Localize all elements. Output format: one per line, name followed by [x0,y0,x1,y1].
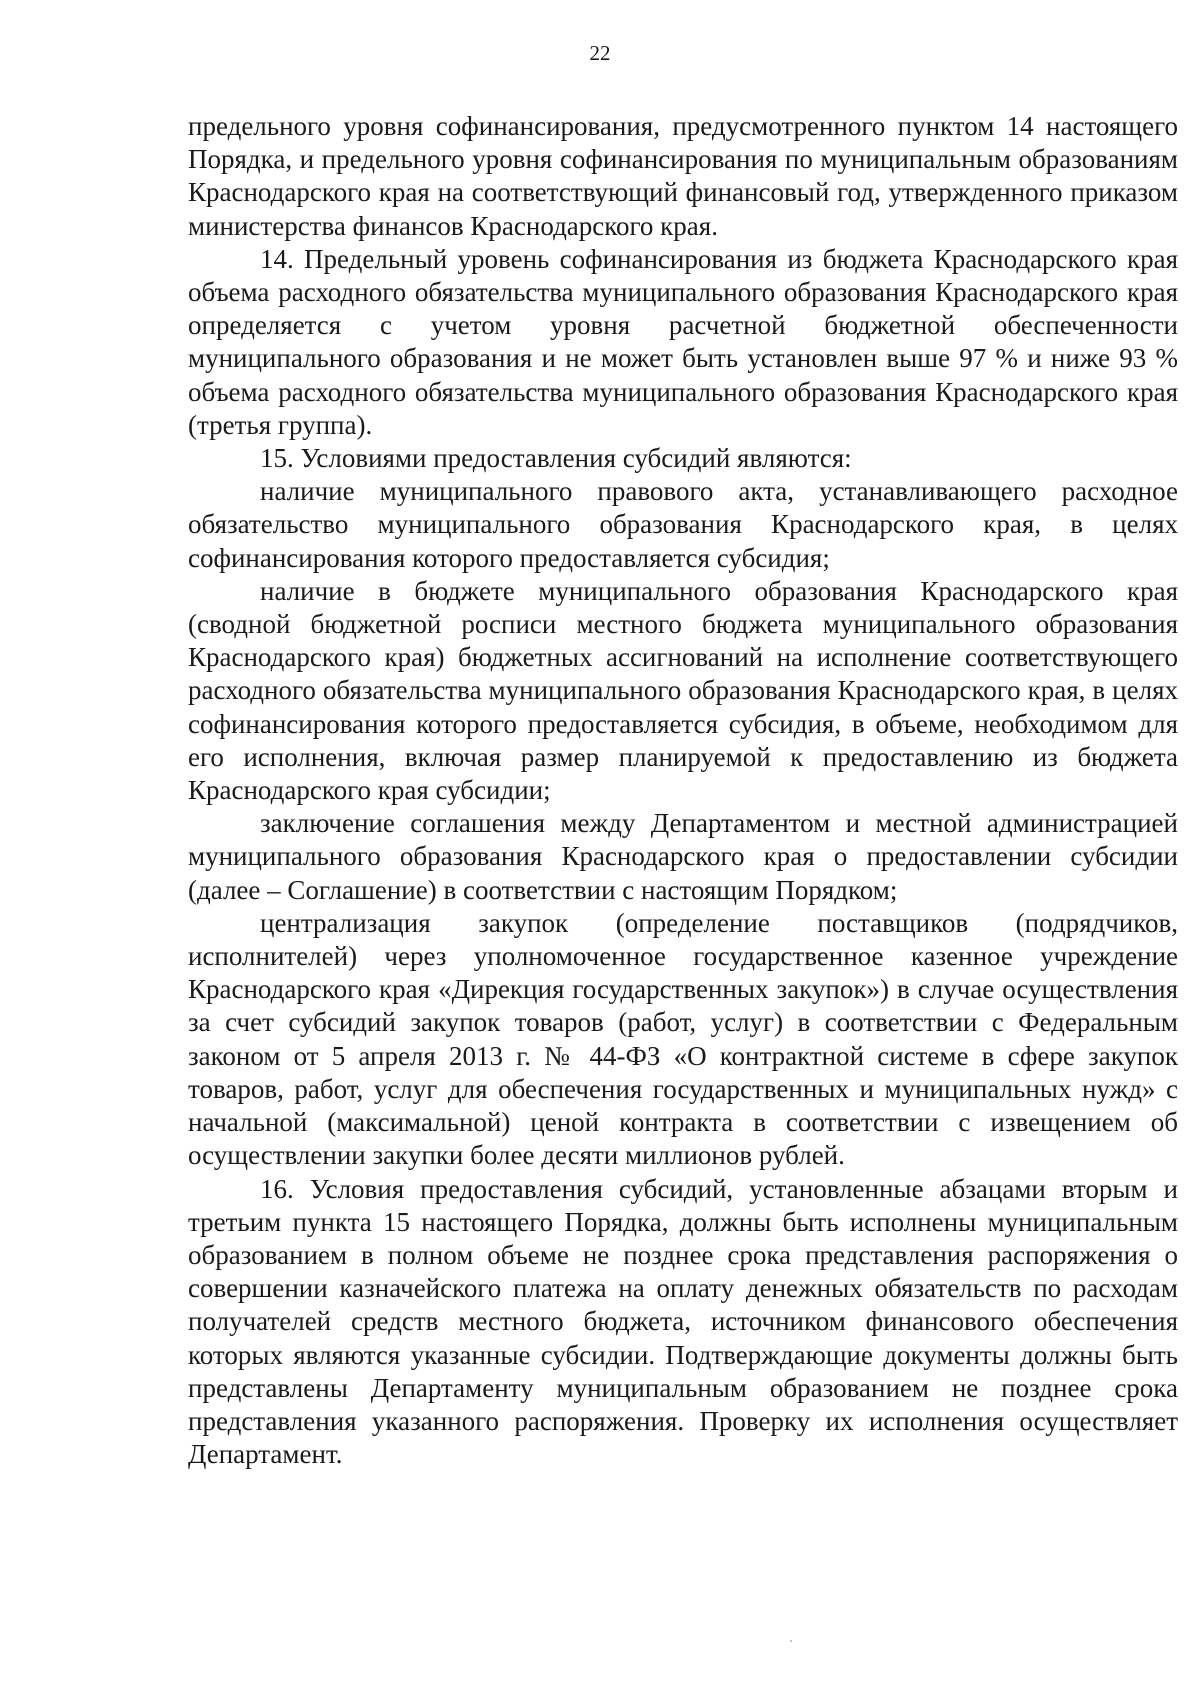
document-body [188,110,1178,1471]
page-number: 22 [589,41,611,65]
paragraph-continuation: предельного уровня софинансирования, предусмотренного пунктом 14 настоящего Порядка, и предельного уровня софинансирования по муниципальным образованиям Краснодарского края на соответствующий финансовый год, утвержденного приказом министерства финансов Краснодарского края. [188,111,1178,241]
paragraph-condition-budget: наличие в бюджете муниципального образования Краснодарского края (сводной бюджетной росписи местного бюджета муниципального образования Краснодарского края) бюджетных ассигнований на исполнение соответствующего расходного обязательства муниципального образования Краснодарского края, в целях софинансирования которого предоставляется субсидия, в объеме, необходимом для его исполнения, включая размер планируемой к предоставлению из бюджета Краснодарского края субсидии; [188,575,1178,806]
paragraph-item-15: 15. Условиями предоставления субсидий являются: [260,443,852,474]
paragraph-item-14: 14. Предельный уровень софинансирования из бюджета Краснодарского края объема расходного обязательства муниципального образования Краснодарского края определяется с учетом уровня расчетной бюджетной обеспеченности муниципального образования и не может быть установлен выше 97 % и ниже 93 % объема расходного обязательства муниципального образования Краснодарского края (третья группа). [188,243,1178,440]
paragraph-condition-agreement: заключение соглашения между Департаментом и местной администрацией муниципального образования Краснодарского края о предоставлении субсидии (далее – Соглашение) в соответствии с настоящим Порядком; [188,808,1178,905]
paragraph-condition-legal-act: наличие муниципального правового акта, устанавливающего расходное обязательство муниципального образования Краснодарского края, в целях софинансирования которого предоставляется субсидия; [188,476,1178,573]
paragraph-condition-procurement: централизация закупок (определение поставщиков (подрядчиков, исполнителей) через уполномоченное государственное казенное учреждение Краснодарского края «Дирекция государственных закупок») в случае осуществления за счет субсидий закупок товаров (работ, услуг) в соответствии с Федеральным законом от 5 апреля 2013 г. № 44-ФЗ «О контрактной системе в сфере закупок товаров, работ, услуг для обеспечения государственных и муниципальных нужд» с начальной (максимальной) ценой контракта в соответствии с извещением об осуществлении закупки более десяти миллионов рублей. [188,907,1178,1171]
paragraph-item-16: 16. Условия предоставления субсидий, установленные абзацами вторым и третьим пункта 15 настоящего Порядка, должны быть исполнены муниципальным образованием в полном объеме не позднее срока представления распоряжения о совершении казначейского платежа на оплату денежных обязательств по расходам получателей средств местного бюджета, источником финансового обеспечения которых являются указанные субсидии. Подтверждающие документы должны быть представлены Департаменту муниципальным образованием не позднее срока представления указанного распоряжения. Проверку их исполнения осуществляет Департамент. [188,1173,1178,1470]
scan-speck [790,1640,792,1642]
